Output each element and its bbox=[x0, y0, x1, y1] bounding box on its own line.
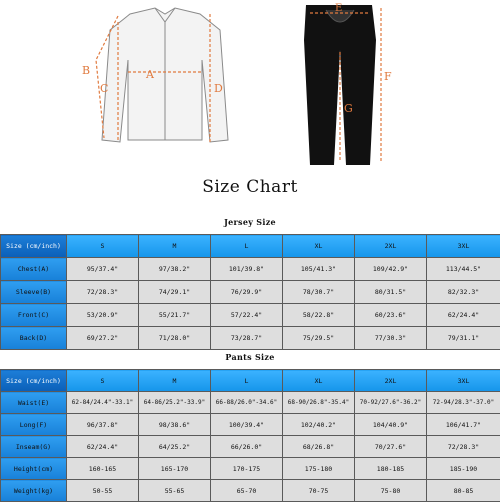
jersey-size-header: 2XL bbox=[355, 235, 427, 258]
jersey-letter-a: A bbox=[145, 68, 155, 81]
jersey-size-header: L bbox=[211, 235, 283, 258]
jersey-size-header: M bbox=[139, 235, 211, 258]
pants-size-header: 3XL bbox=[427, 370, 500, 392]
table-cell: 68/26.8" bbox=[283, 436, 355, 458]
pants-size-header: S bbox=[67, 370, 139, 392]
jersey-size-table bbox=[0, 234, 500, 350]
table-cell: 165-170 bbox=[139, 458, 211, 480]
row-label: Back(D) bbox=[1, 327, 67, 350]
table-cell: 64-86/25.2"-33.9" bbox=[139, 392, 211, 414]
table-row bbox=[1, 480, 500, 502]
table-cell: 70-92/27.6"-36.2" bbox=[355, 392, 427, 414]
row-label: Long(F) bbox=[1, 414, 67, 436]
table-cell: 170-175 bbox=[211, 458, 283, 480]
table-row bbox=[1, 258, 500, 281]
table-cell: 66-88/26.0"-34.6" bbox=[211, 392, 283, 414]
table-cell: 75/29.5" bbox=[283, 327, 355, 350]
row-label: Height(cm) bbox=[1, 458, 67, 480]
table-cell: 70/27.6" bbox=[355, 436, 427, 458]
jersey-corner-label: Size (cm/inch) bbox=[1, 235, 67, 258]
table-row bbox=[1, 392, 500, 414]
table-cell: 55-65 bbox=[139, 480, 211, 502]
jersey-header-row bbox=[1, 235, 500, 258]
garment-measurement-diagram bbox=[0, 0, 500, 175]
jersey-letter-b: B bbox=[82, 64, 90, 77]
table-cell: 79/31.1" bbox=[427, 327, 500, 350]
pants-size-header: 2XL bbox=[355, 370, 427, 392]
table-cell: 68-90/26.8"-35.4" bbox=[283, 392, 355, 414]
table-row bbox=[1, 458, 500, 480]
pants-section-title: Pants Size bbox=[0, 352, 500, 362]
table-row bbox=[1, 436, 500, 458]
table-cell: 78/30.7" bbox=[283, 281, 355, 304]
table-cell: 50-55 bbox=[67, 480, 139, 502]
jersey-size-header: S bbox=[67, 235, 139, 258]
pants-corner-label: Size (cm/inch) bbox=[1, 370, 67, 392]
table-cell: 95/37.4" bbox=[67, 258, 139, 281]
jersey-size-header: 3XL bbox=[427, 235, 500, 258]
table-cell: 104/40.9" bbox=[355, 414, 427, 436]
table-cell: 55/21.7" bbox=[139, 304, 211, 327]
table-cell: 102/40.2" bbox=[283, 414, 355, 436]
table-cell: 105/41.3" bbox=[283, 258, 355, 281]
table-cell: 97/38.2" bbox=[139, 258, 211, 281]
pants-letter-f: F bbox=[384, 70, 392, 83]
table-cell: 74/29.1" bbox=[139, 281, 211, 304]
table-cell: 70-75 bbox=[283, 480, 355, 502]
table-cell: 101/39.8" bbox=[211, 258, 283, 281]
pants-header-row bbox=[1, 370, 500, 392]
table-cell: 80-85 bbox=[427, 480, 500, 502]
table-cell: 69/27.2" bbox=[67, 327, 139, 350]
table-cell: 75-80 bbox=[355, 480, 427, 502]
table-cell: 160-165 bbox=[67, 458, 139, 480]
jersey-size-header: XL bbox=[283, 235, 355, 258]
row-label: Chest(A) bbox=[1, 258, 67, 281]
pants-letter-e: E bbox=[335, 3, 342, 14]
row-label: Waist(E) bbox=[1, 392, 67, 414]
table-cell: 73/28.7" bbox=[211, 327, 283, 350]
row-label: Sleeve(B) bbox=[1, 281, 67, 304]
table-cell: 113/44.5" bbox=[427, 258, 500, 281]
pants-size-header: M bbox=[139, 370, 211, 392]
table-cell: 66/26.0" bbox=[211, 436, 283, 458]
pants-size-header: XL bbox=[283, 370, 355, 392]
table-cell: 175-180 bbox=[283, 458, 355, 480]
jersey-letter-d: D bbox=[214, 82, 223, 95]
table-cell: 58/22.8" bbox=[283, 304, 355, 327]
table-cell: 82/32.3" bbox=[427, 281, 500, 304]
table-row bbox=[1, 304, 500, 327]
table-cell: 65-70 bbox=[211, 480, 283, 502]
table-cell: 100/39.4" bbox=[211, 414, 283, 436]
table-cell: 72/28.3" bbox=[67, 281, 139, 304]
pants-size-table bbox=[0, 369, 500, 502]
table-cell: 62/24.4" bbox=[427, 304, 500, 327]
pants-size-header: L bbox=[211, 370, 283, 392]
table-row bbox=[1, 414, 500, 436]
table-cell: 76/29.9" bbox=[211, 281, 283, 304]
table-cell: 72-94/28.3"-37.0" bbox=[427, 392, 500, 414]
table-cell: 80/31.5" bbox=[355, 281, 427, 304]
size-chart-title: Size Chart bbox=[0, 177, 500, 197]
table-cell: 53/20.9" bbox=[67, 304, 139, 327]
jersey-illustration bbox=[102, 8, 228, 142]
jersey-letter-c: C bbox=[100, 82, 108, 95]
table-cell: 180-185 bbox=[355, 458, 427, 480]
table-cell: 62-84/24.4"-33.1" bbox=[67, 392, 139, 414]
row-label: Weight(kg) bbox=[1, 480, 67, 502]
table-row bbox=[1, 327, 500, 350]
table-cell: 71/28.0" bbox=[139, 327, 211, 350]
table-cell: 60/23.6" bbox=[355, 304, 427, 327]
table-cell: 77/30.3" bbox=[355, 327, 427, 350]
row-label: Inseam(G) bbox=[1, 436, 67, 458]
table-cell: 109/42.9" bbox=[355, 258, 427, 281]
table-cell: 185-190 bbox=[427, 458, 500, 480]
table-cell: 96/37.8" bbox=[67, 414, 139, 436]
table-cell: 64/25.2" bbox=[139, 436, 211, 458]
table-cell: 72/28.3" bbox=[427, 436, 500, 458]
table-cell: 62/24.4" bbox=[67, 436, 139, 458]
jersey-section-title: Jersey Size bbox=[0, 217, 500, 227]
table-cell: 106/41.7" bbox=[427, 414, 500, 436]
pants-letter-g: G bbox=[344, 102, 353, 115]
table-cell: 98/38.6" bbox=[139, 414, 211, 436]
table-row bbox=[1, 281, 500, 304]
table-cell: 57/22.4" bbox=[211, 304, 283, 327]
row-label: Front(C) bbox=[1, 304, 67, 327]
